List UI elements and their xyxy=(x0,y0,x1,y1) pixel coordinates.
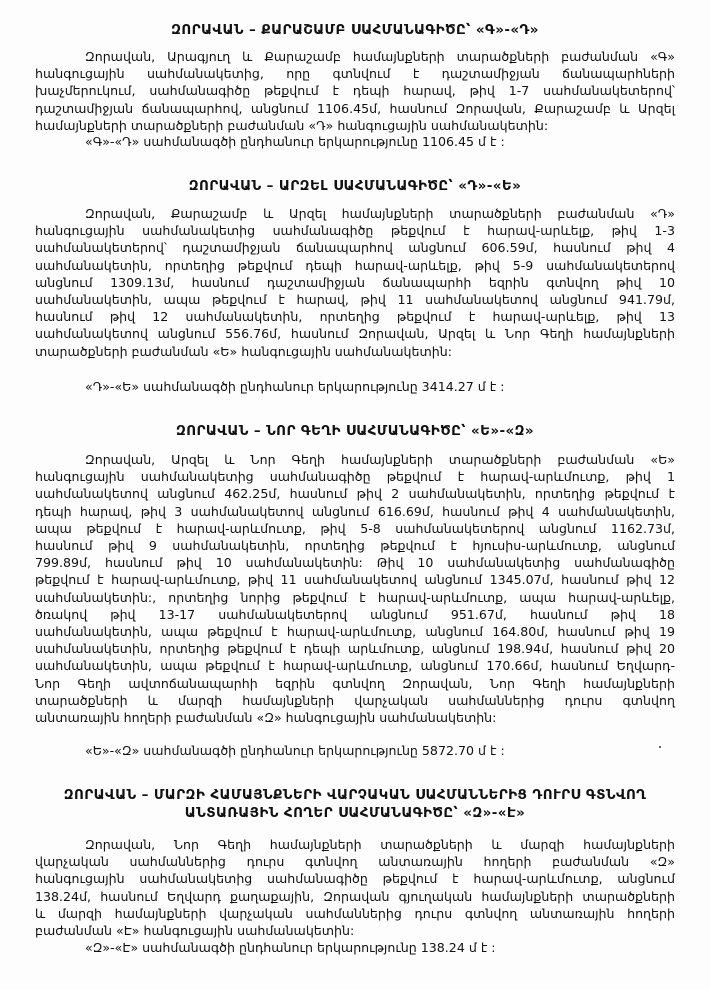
paragraph-line: դեպի հարավ, թիվ 3 սահմանակետով անցնում 616.69մ, հասնում թիվ 4 սահմանակետին, xyxy=(35,503,675,519)
paragraph-line: սահմանակետին, ապա թեքվում է հարավ-արևմուտք, անցնում 170.66մ, հասնում Եղվարդ- xyxy=(35,658,675,674)
paragraph-line: սահմանակետին, ապա թեքվում է հարավ-արևմուտք, անցնում 164.80մ, հասնում թիվ 19 xyxy=(35,624,675,640)
paragraph-line: ապա թեքվում է հարավ-արևմուտք, թիվ 5-8 սահմանակետերով անցնում 1162.73մ, xyxy=(35,520,675,536)
paragraph-line: հանգուցային սահմանակետից սահմանագիծը թեքվում է հարավ-արևելք, թիվ 1-3 xyxy=(35,223,675,239)
section-paragraph-z-e xyxy=(35,836,675,939)
paragraph-line: Զորավան, Արագյուղ և Քարաշամբ համայնքների տարածքների բաժանման «Գ» xyxy=(85,49,675,64)
section-heading-g-d: ԶՈՐԱՎԱՆ – ՔԱՐԱՇԱՄԲ ՍԱՀՄԱՆԱԳԻԾԸ՝ «Գ»-«Դ» xyxy=(171,22,539,38)
paragraph-line: հասնում թիվ 9 սահմանակետին, որտեղից թեքվում է հյուսիս-արևմուտք, անցնում xyxy=(35,538,675,554)
section-heading-d-e: ԶՈՐԱՎԱՆ – ԱՐԶԵԼ ՍԱՀՄԱՆԱԳԻԾԸ՝ «Դ»-«Ե» xyxy=(188,178,522,194)
paragraph-line: հանգուցային սահմանակետից, որը գտնվում է դաշտամիջյան ճանապարհների xyxy=(35,66,675,82)
paragraph-line: սահմանակետով անցնում 556.76մ, հասնում Զորավան, Արզել և Նոր Գեղի համայնքների xyxy=(35,326,675,342)
paragraph-line: համայնքների տարածքների բաժանման «Դ» հանգուցային սահմանակետին: xyxy=(35,117,549,133)
paragraph-line: թեքվում է հարավ-արևմուտք, թիվ 11 սահմանակետով անցնում 1345.07մ, հասնում թիվ 12 xyxy=(35,572,675,588)
paragraph-line: հասնում թիվ 12 սահմանակետին, որտեղից թեքվում է հարավ-արևելք, թիվ 13 xyxy=(35,309,675,325)
paragraph-line: անցնում 1309.13մ, հասնում դաշտամիջյան ճանապարհի եզրին գտնվող թիվ 10 xyxy=(35,274,675,290)
section-paragraph-d-e xyxy=(35,205,675,360)
section-heading-e-z: ԶՈՐԱՎԱՆ – ՆՈՐ ԳԵՂԻ ՍԱՀՄԱՆԱԳԻԾԸ՝ «Ե»-«Զ» xyxy=(175,423,535,439)
paragraph-line: տարածքների բաժանման «Ե» հանգուցային սահմանակետին: xyxy=(35,343,452,359)
paragraph-line: 799.89մ, հասնում թիվ 10 սահմանակետին: Թիվ 10 սահմանակետից սահմանագիծը xyxy=(35,555,675,571)
section-heading-z-e-line1: ԶՈՐԱՎԱՆ – ՄԱՐԶԻ ՀԱՄԱՅՆՔՆԵՐԻ ՎԱՐՉԱԿԱՆ ՍԱՀՄԱՆՆԵՐԻՑ ԴՈՒՐՍ ԳՏՆՎՈՂ xyxy=(63,787,647,803)
section-paragraph-g-d xyxy=(35,48,675,134)
paragraph-line: Զորավան, Արզել և Նոր Գեղի համայնքների տարածքների բաժանման «Ե» xyxy=(85,452,675,467)
paragraph-line: Զորավան, Նոր Գեղի համայնքների տարածքների և մարզի համայնքների xyxy=(85,837,675,852)
paragraph-line: անտառային հողերի բաժանման «Զ» հանգուցային սահմանակետին: xyxy=(35,710,497,726)
paragraph-line: վարչական սահմաններից դուրս գտնվող անտառային հողերի բաժանման «Զ» xyxy=(35,854,675,870)
paragraph-line: սահմանակետին, որտեղից թեքվում է դեպի արևմուտք, անցնում 198.94մ, հասնում թիվ 20 xyxy=(35,641,675,657)
paragraph-line: ծռակով թիվ 13-17 սահմանակետերով անցնում 951.67մ, հասնում թիվ 18 xyxy=(35,606,675,622)
paragraph-line: խաչմերուկում, սահմանագիծը թեքվում է դեպի հարավ, թիվ 1-7 սահմանակետերով՝ xyxy=(35,83,675,99)
paragraph-line: Նոր Գեղի ավտոճանապարհի եզրին գտնվող Զորավան, Նոր Գեղի համայնքների xyxy=(35,675,675,691)
section-total-d-e: «Դ»-«Ե» սահմանագծի ընդհանուր երկարությունը 3414.27 մ է : xyxy=(85,379,505,394)
paragraph-line: Զորավան, Քարաշամբ և Արզել համայնքների տարածքների բաժանման «Դ» xyxy=(85,206,675,221)
paragraph-line: և մարզի համայնքների վարչական սահմաններից դուրս գտնվող անտառային հողերի xyxy=(35,905,675,921)
paragraph-line: սահմանակետին, ապա թեքվում է հարավ, թիվ 11 սահմանակետով անցնում 941.79մ, xyxy=(35,292,675,308)
section-paragraph-e-z xyxy=(35,451,675,726)
paragraph-line: հանգուցային սահմանակետից սահմանագիծը թեքվում է հարավ-արևմուտք, թիվ 1 xyxy=(35,469,675,485)
paragraph-line: 138.24մ, հասնում Եղվարդ քաղաքային, Զորավան գյուղական համայնքների տարածքների xyxy=(35,888,675,904)
section-total-z-e: «Զ»-«Է» սահմանագծի ընդհանուր երկարությունը 138.24 մ է : xyxy=(85,940,496,955)
paragraph-line: սահմանակետին, որտեղից թեքվում դեպի հարավ-արևելք, թիվ 5-9 սահմանակետերով xyxy=(35,257,675,273)
section-heading-z-e-line2: ԱՆՏԱՌԱՅԻՆ ՀՈՂԵՐ ՍԱՀՄԱՆԱԳԻԾԸ՝ «Զ»-«Է» xyxy=(184,805,526,821)
paragraph-line: սահմանակետով անցնում 462.25մ, հասնում թիվ 2 սահմանակետին, որտեղից թեքվում է xyxy=(35,486,675,502)
paragraph-line: հանգուցային սահմանակետից սահմանագիծը թեքվում է հարավ-արևմուտք, անցնում xyxy=(35,871,675,887)
section-total-e-z: «Ե»-«Զ» սահմանագծի ընդհանուր երկարությունը 5872.70 մ է : xyxy=(85,743,505,758)
scan-speck xyxy=(659,746,661,748)
paragraph-line: բաժանման «Է» հանգուցային սահմանակետին: xyxy=(35,923,355,939)
paragraph-line: սահմանակետերով՝ դաշտամիջյան ճանապարհով անցնում 606.59մ, հասնում թիվ 4 xyxy=(35,240,675,256)
paragraph-line: դաշտամիջյան ճանապարհով, անցնում 1106.45մ, հասնում Զորավան, Քարաշամբ և Արզել xyxy=(35,100,675,116)
paragraph-line: տարածքների և մարզի համայնքների վարչական սահմաններից դուրս գտնվող xyxy=(35,692,675,708)
section-total-g-d: «Գ»-«Դ» սահմանագծի ընդհանուր երկարությունը 1106.45 մ է : xyxy=(85,134,505,149)
paragraph-line: սահմանակետին:, որտեղից նորից թեքվում է հարավ-արևմուտք, ապա հարավ-արևելք, xyxy=(35,589,675,605)
